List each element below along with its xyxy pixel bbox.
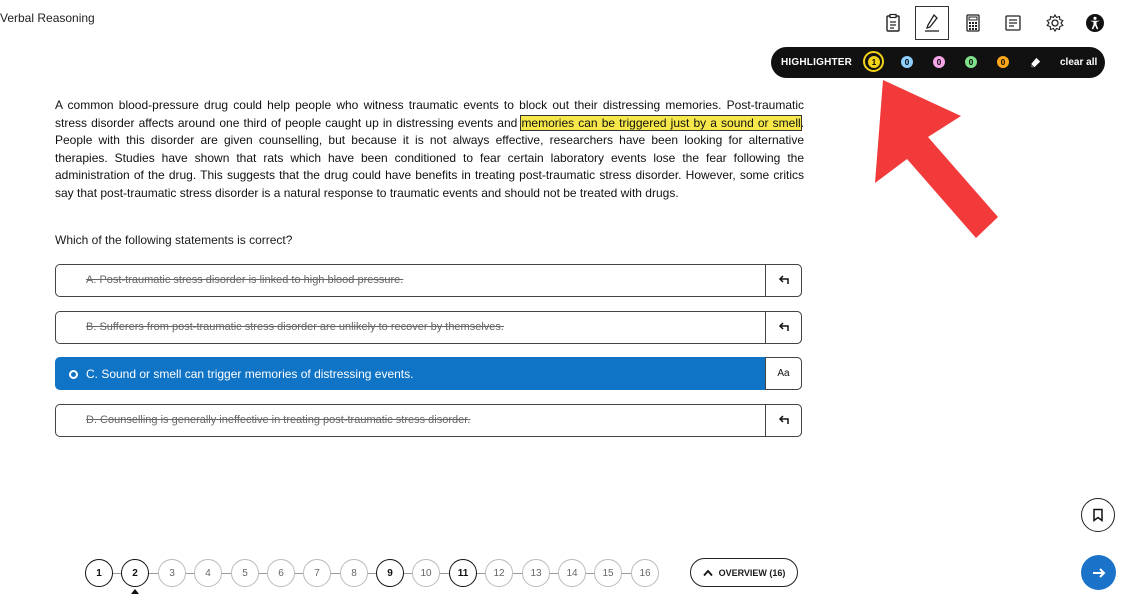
answer-option-d[interactable]: [55, 404, 802, 437]
answer-option-a[interactable]: [55, 264, 802, 297]
page-button-8[interactable]: 8: [340, 559, 368, 587]
page-button-12[interactable]: 12: [485, 559, 513, 587]
undo-eliminate-button[interactable]: [765, 264, 802, 297]
page-title: Verbal Reasoning: [0, 11, 95, 25]
question-text: Which of the following statements is correct?: [55, 233, 293, 247]
calculator-icon: [963, 13, 983, 33]
highlighter-button[interactable]: [915, 6, 949, 40]
highlight-green-button[interactable]: 0: [965, 56, 977, 68]
page-button-5[interactable]: 5: [231, 559, 259, 587]
settings-button[interactable]: [1038, 6, 1072, 40]
page-button-9[interactable]: 9: [376, 559, 404, 587]
notes-button[interactable]: [996, 6, 1030, 40]
highlight-pink-button[interactable]: 0: [933, 56, 945, 68]
highlight-orange-button[interactable]: 0: [997, 56, 1009, 68]
page-button-11[interactable]: 11: [449, 559, 477, 587]
page-button-13[interactable]: 13: [522, 559, 550, 587]
bookmark-icon: [1092, 508, 1104, 522]
option-label: D. Counselling is generally ineffective in treating post-traumatic stress disorder.: [86, 414, 471, 426]
page-button-6[interactable]: 6: [267, 559, 295, 587]
passage-text-before: A common blood-pressure drug could help people who witness traumatic events to block out their distressing memories. Post-traumatic stress disorder affects around one third of people caught up in distressing events and: [55, 98, 804, 130]
passage-text-after: . People with this disorder are given counselling, but because it is not always effective, researchers have been looking for alternative therapies. Studies have shown that rats which have been conditioned to fear certain laboratory events lose the fear following the administration of the drug. This suggests that the drug could have benefits in treating post-traumatic stress disorder. However, some critics say that post-traumatic stress disorder is a natural response to traumatic events and should not be treated with drugs.: [55, 115, 805, 200]
overview-button[interactable]: [690, 558, 798, 587]
radio-selected-icon: [69, 370, 78, 379]
undo-icon: [778, 274, 790, 286]
flag-question-button[interactable]: [1081, 498, 1115, 532]
clipboard-icon: [883, 13, 903, 33]
gear-icon: [1045, 13, 1065, 33]
current-page-caret-icon: [131, 589, 139, 594]
answer-option-c[interactable]: [55, 357, 802, 390]
eliminate-button[interactable]: Aa: [765, 357, 802, 390]
highlighted-text[interactable]: memories can be triggered just by a sound or smell: [521, 115, 801, 130]
arrow-right-icon: [1091, 565, 1107, 581]
page-button-15[interactable]: 15: [594, 559, 622, 587]
undo-eliminate-button[interactable]: [765, 311, 802, 344]
page-button-1[interactable]: 1: [85, 559, 113, 587]
answer-option-b[interactable]: [55, 311, 802, 344]
next-question-button[interactable]: [1081, 555, 1116, 590]
option-label: A. Post-traumatic stress disorder is linked to high blood pressure.: [86, 274, 404, 286]
page-button-2[interactable]: 2: [121, 559, 149, 587]
overview-label: OVERVIEW (16): [718, 567, 786, 578]
accessibility-icon: [1085, 13, 1105, 33]
page-button-3[interactable]: 3: [158, 559, 186, 587]
highlight-blue-button[interactable]: 0: [901, 56, 913, 68]
page-button-14[interactable]: 14: [558, 559, 586, 587]
question-pager: [85, 558, 665, 588]
page-button-7[interactable]: 7: [303, 559, 331, 587]
passage: [55, 97, 804, 203]
eraser-icon[interactable]: [1029, 56, 1042, 69]
annotation-arrow-icon: [875, 80, 1000, 240]
undo-icon: [778, 414, 790, 426]
undo-icon: [778, 321, 790, 333]
highlighter-label: HIGHLIGHTER: [781, 57, 853, 68]
undo-eliminate-button[interactable]: [765, 404, 802, 437]
highlighter-bar: [771, 47, 1105, 78]
option-label: B. Sufferers from post-traumatic stress disorder are unlikely to recover by themselves.: [86, 321, 504, 333]
notes-icon: [1003, 13, 1023, 33]
option-label: C. Sound or smell can trigger memories of distressing events.: [86, 367, 414, 381]
page-button-16[interactable]: 16: [631, 559, 659, 587]
highlighter-pen-icon: [922, 13, 942, 33]
chevron-up-icon: [703, 569, 713, 577]
page-button-4[interactable]: 4: [194, 559, 222, 587]
calculator-button[interactable]: [956, 6, 990, 40]
clear-all-button[interactable]: clear all: [1060, 57, 1098, 68]
toolbar: [874, 6, 1114, 40]
clipboard-button[interactable]: [876, 6, 910, 40]
accessibility-button[interactable]: [1078, 6, 1112, 40]
page-button-10[interactable]: 10: [412, 559, 440, 587]
highlight-yellow-button[interactable]: 1: [868, 56, 880, 68]
